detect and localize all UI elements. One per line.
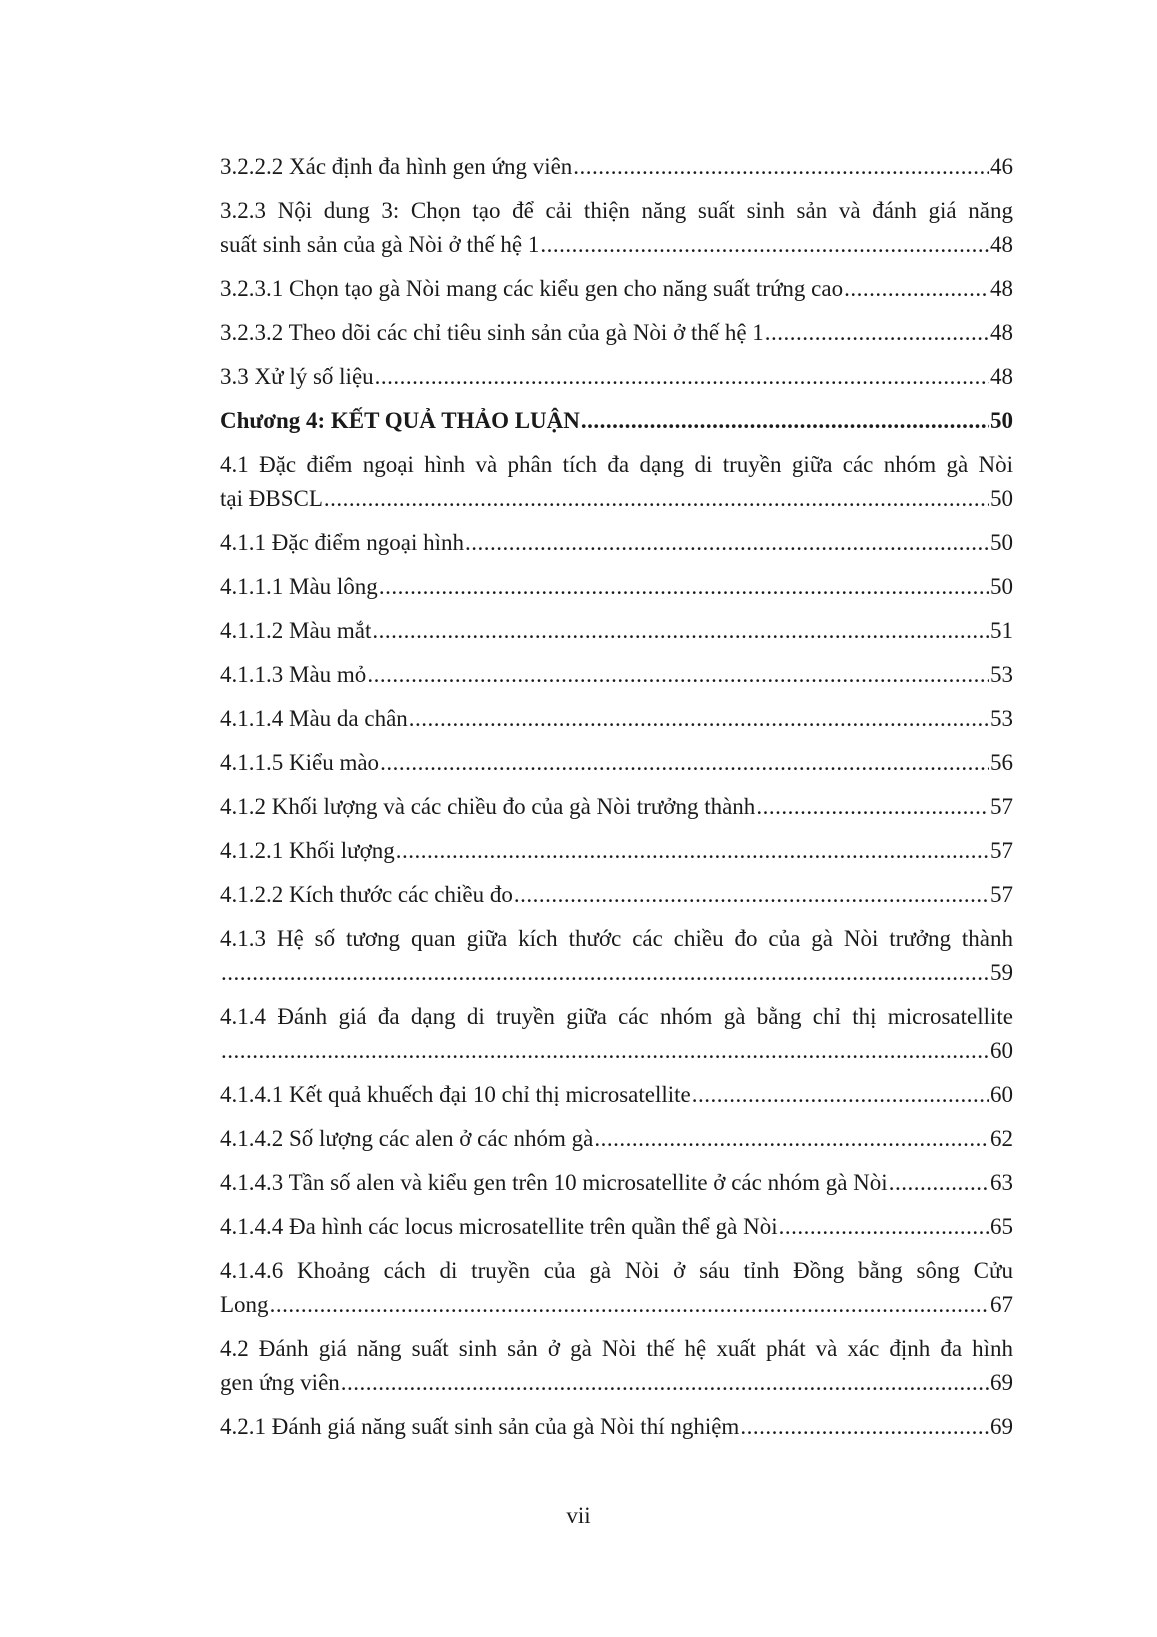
- dot-leader: [379, 570, 989, 604]
- toc-entry[interactable]: [220, 316, 1013, 350]
- dot-leader: [889, 1166, 989, 1200]
- toc-entry-title: 4.1.1.1 Màu lông: [220, 574, 378, 599]
- toc-entry[interactable]: [220, 360, 1013, 394]
- toc-entry[interactable]: [220, 834, 1013, 868]
- dot-leader: [740, 1410, 989, 1444]
- toc-entry-title: 4.1.2 Khối lượng và các chiều đo của gà Nòi trưởng thành: [220, 794, 756, 819]
- toc-entry[interactable]: [220, 790, 1013, 824]
- toc-entry-page: 57: [990, 882, 1013, 907]
- dot-leader: [375, 360, 989, 394]
- toc-entry-page: 69: [990, 1370, 1013, 1395]
- dot-leader: [594, 1122, 989, 1156]
- toc-entry[interactable]: [220, 1410, 1013, 1444]
- toc-entry-title: Chương 4: KẾT QUẢ THẢO LUẬN: [220, 408, 580, 433]
- toc-entry[interactable]: [220, 1210, 1013, 1244]
- toc-entry-page: 53: [990, 662, 1013, 687]
- toc-entry-title: 4.1.1.4 Màu da chân: [220, 706, 408, 731]
- toc-entry[interactable]: [220, 1122, 1013, 1156]
- toc-entry[interactable]: [220, 614, 1013, 648]
- dot-leader: [692, 1078, 989, 1112]
- toc-entry-title: 4.1.4 Đánh giá đa dạng di truyền giữa các nhóm gà bằng chỉ thị microsatellite: [220, 1004, 1013, 1029]
- dot-leader: [380, 746, 989, 780]
- dot-leader: [756, 790, 989, 824]
- toc-entry-title: 4.2 Đánh giá năng suất sinh sản ở gà Nòi thế hệ xuất phát và xác định đa hình: [220, 1336, 1013, 1361]
- toc-entry-page: 62: [990, 1126, 1013, 1151]
- toc-entry-title: 4.1.2.2 Kích thước các chiều đo: [220, 882, 513, 907]
- toc-entry-title: 3.3 Xử lý số liệu: [220, 364, 374, 389]
- toc-entry-page: 48: [990, 232, 1013, 257]
- toc-entry-page: 50: [990, 530, 1013, 555]
- toc-entry-page: 46: [990, 154, 1013, 179]
- toc-entry-title: 4.2.1 Đánh giá năng suất sinh sản của gà Nòi thí nghiệm: [220, 1414, 740, 1439]
- toc-entry-title: 4.1.4.3 Tần số alen và kiểu gen trên 10 microsatellite ở các nhóm gà Nòi: [220, 1170, 888, 1195]
- toc-entry[interactable]: [220, 526, 1013, 560]
- toc-entry-page: 63: [990, 1170, 1013, 1195]
- dot-leader: [779, 1210, 989, 1244]
- toc-entry-title-continued: Long: [220, 1292, 269, 1317]
- toc-entry-page: 59: [990, 960, 1013, 985]
- toc-entry-title: 4.1.4.4 Đa hình các locus microsatellite trên quần thể gà Nòi: [220, 1214, 778, 1239]
- toc-entry-title-continued: tại ĐBSCL: [220, 486, 323, 511]
- toc-entry-title: 3.2.3.2 Theo dõi các chỉ tiêu sinh sản của gà Nòi ở thế hệ 1: [220, 320, 764, 345]
- dot-leader: [765, 316, 989, 350]
- dot-leader: [581, 404, 989, 438]
- toc-entry-title: 4.1.4.1 Kết quả khuếch đại 10 chỉ thị microsatellite: [220, 1082, 691, 1107]
- toc-entry-page: 65: [990, 1214, 1013, 1239]
- toc-entry[interactable]: [220, 150, 1013, 184]
- dot-leader: [270, 1288, 989, 1322]
- toc-entry[interactable]: [220, 922, 1013, 990]
- toc-entry-page: 48: [990, 364, 1013, 389]
- toc-entry-title: 4.1.1 Đặc điểm ngoại hình: [220, 530, 465, 555]
- dot-leader: [465, 526, 989, 560]
- toc-entry-page: 60: [990, 1038, 1013, 1063]
- toc-entry-page: 57: [990, 838, 1013, 863]
- dot-leader: [409, 702, 989, 736]
- dot-leader: [540, 228, 989, 262]
- toc-entry-page: 67: [990, 1292, 1013, 1317]
- toc-entry-title: 4.1.3 Hệ số tương quan giữa kích thước các chiều đo của gà Nòi trưởng thành: [220, 926, 1013, 951]
- toc-entry[interactable]: [220, 570, 1013, 604]
- dot-leader: [324, 482, 989, 516]
- dot-leader: [514, 878, 989, 912]
- dot-leader: [844, 272, 989, 306]
- dot-leader: [367, 658, 989, 692]
- dot-leader: [221, 956, 989, 990]
- toc-entry-title: 4.1 Đặc điểm ngoại hình và phân tích đa dạng di truyền giữa các nhóm gà Nòi: [220, 452, 1013, 477]
- toc-entry[interactable]: [220, 448, 1013, 516]
- toc-entry[interactable]: [220, 746, 1013, 780]
- toc-entry-title: 4.1.1.3 Màu mỏ: [220, 662, 367, 687]
- toc-entry[interactable]: [220, 1166, 1013, 1200]
- toc-entry-page: 53: [990, 706, 1013, 731]
- table-of-contents: [220, 150, 1013, 1454]
- toc-entry-title: 4.1.1.5 Kiểu mào: [220, 750, 380, 775]
- toc-entry-page: 57: [990, 794, 1013, 819]
- dot-leader: [396, 834, 989, 868]
- toc-entry-page: 56: [990, 750, 1013, 775]
- toc-entry-title: 3.2.2.2 Xác định đa hình gen ứng viên: [220, 154, 573, 179]
- toc-entry[interactable]: [220, 1332, 1013, 1400]
- toc-entry[interactable]: [220, 1254, 1013, 1322]
- toc-entry-page: 50: [990, 574, 1013, 599]
- toc-entry-title: 4.1.2.1 Khối lượng: [220, 838, 395, 863]
- dot-leader: [573, 150, 989, 184]
- toc-entry-page: 69: [990, 1414, 1013, 1439]
- toc-entry[interactable]: [220, 658, 1013, 692]
- toc-entry[interactable]: [220, 702, 1013, 736]
- toc-entry[interactable]: [220, 1000, 1013, 1068]
- toc-entry-title: 3.2.3 Nội dung 3: Chọn tạo để cải thiện năng suất sinh sản và đánh giá năng: [220, 198, 1013, 223]
- toc-entry[interactable]: [220, 878, 1013, 912]
- toc-entry-page: 60: [990, 1082, 1013, 1107]
- dot-leader: [372, 614, 989, 648]
- toc-entry-page: 50: [990, 408, 1013, 433]
- toc-entry-page: 51: [990, 618, 1013, 643]
- dot-leader: [341, 1366, 989, 1400]
- toc-entry-page: 48: [990, 276, 1013, 301]
- toc-entry-title-continued: gen ứng viên: [220, 1370, 340, 1395]
- toc-entry-title: 3.2.3.1 Chọn tạo gà Nòi mang các kiểu gen cho năng suất trứng cao: [220, 276, 844, 301]
- toc-entry[interactable]: [220, 272, 1013, 306]
- toc-chapter-entry[interactable]: [220, 404, 1013, 438]
- toc-entry-page: 48: [990, 320, 1013, 345]
- toc-entry[interactable]: [220, 194, 1013, 262]
- toc-entry-title: 4.1.1.2 Màu mắt: [220, 618, 372, 643]
- toc-entry[interactable]: [220, 1078, 1013, 1112]
- toc-entry-title: 4.1.4.6 Khoảng cách di truyền của gà Nòi ở sáu tỉnh Đồng bằng sông Cửu: [220, 1258, 1013, 1283]
- dot-leader: [221, 1034, 989, 1068]
- toc-entry-page: 50: [990, 486, 1013, 511]
- toc-entry-title-continued: suất sinh sản của gà Nòi ở thế hệ 1: [220, 232, 540, 257]
- page-number: vii: [566, 1503, 591, 1528]
- toc-entry-title: 4.1.4.2 Số lượng các alen ở các nhóm gà: [220, 1126, 594, 1151]
